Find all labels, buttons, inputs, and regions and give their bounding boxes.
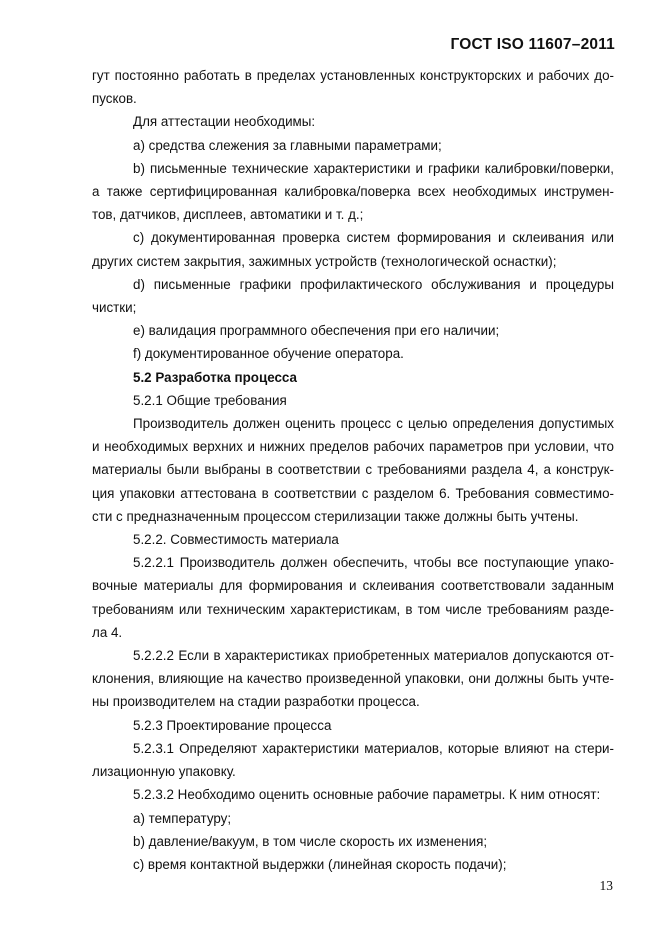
list-item-b: b) письменные технические характеристики и графики калибровки/поверки, а также сертифицированная калибровка/поверка всех необходимых инструмен-тов, датчиков, дисплеев, автоматики и т. д.;	[92, 160, 614, 223]
subsection-heading-5-2-3: 5.2.3 Проектирование процесса	[133, 717, 332, 733]
paragraph-5-2-2-2: 5.2.2.2 Если в характеристиках приобретенных материалов допускаются от-клонения, влияющие на качество произведенной упаковки, они должны быть учте-ны производителем на стадии разработки процесса.	[92, 648, 614, 710]
section-heading-5-2: 5.2 Разработка процесса	[133, 369, 297, 385]
list-item-c: c) документированная проверка систем формирования и склеивания или других систем закрытия, зажимных устройств (технологической оснастки);	[92, 230, 614, 269]
page-body	[92, 64, 614, 876]
paragraph-5-2-3-1: 5.2.3.1 Определяют характеристики материалов, которые влияют на стери-лизационную упаковку.	[92, 740, 614, 780]
subsection-heading-5-2-1: 5.2.1 Общие требования	[133, 392, 287, 408]
param-item-a: a) температуру;	[133, 810, 232, 826]
paragraph-5-2-3-2: 5.2.3.2 Необходимо оценить основные рабочие параметры. К ним относят:	[133, 787, 601, 803]
param-item-b: b) давление/вакуум, в том числе скорость их изменения;	[133, 833, 488, 849]
paragraph-attestation-intro: Для аттестации необходимы:	[133, 114, 316, 130]
paragraph-continuation: гут постоянно работать в пределах установленных конструкторских и рабочих до-пусков.	[92, 68, 614, 107]
list-item-f: f) документированное обучение оператора.	[133, 346, 404, 362]
subsection-heading-5-2-2: 5.2.2. Совместимость материала	[133, 532, 339, 548]
list-item-d: d) письменные графики профилактического обслуживания и процедуры чистки;	[92, 276, 614, 316]
param-item-c: c) время контактной выдержки (линейная скорость подачи);	[133, 856, 507, 872]
document-header: ГОСТ ISO 11607–2011	[450, 36, 615, 53]
page-number: 13	[599, 878, 613, 893]
paragraph-general-requirements: Производитель должен оценить процесс с целью определения допустимых и необходимых верхних и нижних пределов рабочих параметров при условии, что материалы были выбраны в соответствии с требованиями раздела 4, а конструк-ция упаковки аттестована в соответствии с разделом 6. Требования совместимо-сти с предназначенным процессом стерилизации также должны быть учтены.	[92, 416, 614, 524]
paragraph-5-2-2-1: 5.2.2.1 Производитель должен обеспечить, чтобы все поступающие упако-вочные материалы для формирования и склеивания соответствовали заданным требованиям или техническим характеристикам, в том числе требованиям разде-ла 4.	[92, 555, 614, 640]
list-item-e: e) валидация программного обеспечения при его наличии;	[133, 323, 500, 339]
list-item-a: a) средства слежения за главными параметрами;	[133, 137, 442, 153]
